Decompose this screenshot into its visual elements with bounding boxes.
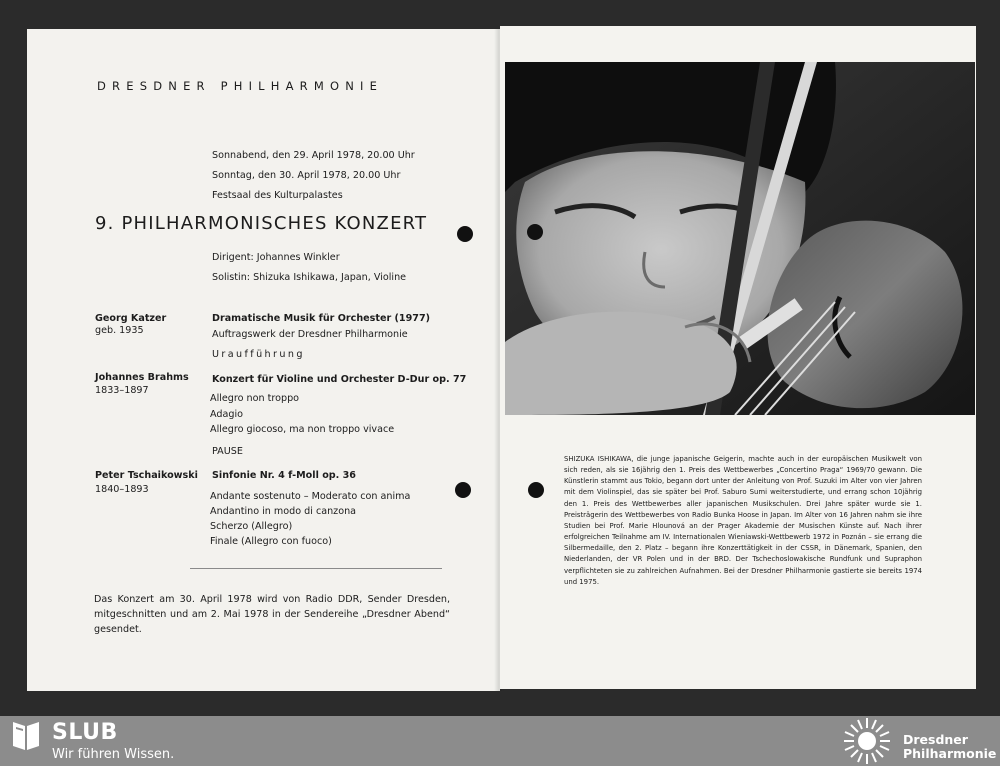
partner-name xyxy=(903,733,996,761)
conductor-line: Dirigent: Johannes Winkler xyxy=(212,252,340,263)
dresdner-philharmonie-logo-icon xyxy=(839,716,895,766)
movement-tschaikowski-3: Scherzo (Allegro) xyxy=(210,521,293,532)
work-tschaikowski: Sinfonie Nr. 4 f-Moll op. 36 xyxy=(212,470,356,481)
punch-hole xyxy=(457,226,473,242)
composer-tschaikowski: Peter Tschaikowski xyxy=(95,470,198,481)
divider-rule xyxy=(190,568,442,569)
composer-brahms-years: 1833–1897 xyxy=(95,385,149,396)
punch-hole xyxy=(528,482,544,498)
work-brahms: Konzert für Violine und Orchester D-Dur op. 77 xyxy=(212,374,467,385)
footer-bar xyxy=(0,716,1000,766)
slub-logo-icon xyxy=(9,718,45,752)
movement-brahms-1: Allegro non troppo xyxy=(210,393,300,404)
work-katzer-premiere: Uraufführung xyxy=(212,349,305,360)
intermission-label: PAUSE xyxy=(212,446,243,457)
artist-biography: SHIZUKA ISHIKAWA, die junge japanische Geigerin, machte auch in der europäischen Musikwelt von sich reden, als sie 16jährig den 1. Preis des Wettbewerbes „Concertino Praga“ 1969/70 gewann. Die Künstlerin stammt aus Tokio, begann dort unter der Anleitung von Prof. Suzuki im Alter von vier Jahren mit dem Violinspiel, das sie später bei Prof. Saburo Sumi weiterstudierte, und errang schon 10jährig den 1. Preis des Wettbewerbes aller japanischen Musikschulen. Drei Jahre später wurde sie 1. Preisträgerin des Wettbewerbes von Radio Bunka Hoose in Japan. Im Alter von 16 Jahren nahm sie ihre Studien bei Prof. Marie Hlounová an der Prager Akademie der Musischen Künste auf. Nach ihrer erfolgreichen Teilnahme am IV. Internationalen Wieniawski-Wettbewerb 1972 in Poznán – sie errang die Silbermedaille, den 2. Platz – begann ihre Konzerttätigkeit in der CSSR, in Dänemark, Spanien, den Niederlanden, der VR Polen und in der BRD. Der Tschechoslowakische Rundfunk und Supraphon verpflichteten sie zu zahlreichen Aufnahmen. Bei der Dresdner Philharmonie gastierte sie bereits 1974 und 1975. xyxy=(564,455,922,586)
violinist-photo xyxy=(505,62,975,415)
movement-tschaikowski-4: Finale (Allegro con fuoco) xyxy=(210,536,332,547)
punch-hole xyxy=(527,224,543,240)
movement-brahms-2: Adagio xyxy=(210,409,243,420)
composer-katzer: Georg Katzer xyxy=(95,313,167,324)
movement-tschaikowski-2: Andantino in modo di canzona xyxy=(210,506,357,517)
violinist-photo-illustration xyxy=(505,62,975,415)
composer-tschaikowski-years: 1840–1893 xyxy=(95,484,149,495)
soloist-line: Solistin: Shizuka Ishikawa, Japan, Violine xyxy=(212,272,407,283)
program-page-left xyxy=(27,29,500,691)
movement-brahms-3: Allegro giocoso, ma non troppo vivace xyxy=(210,424,395,435)
concert-date-2: Sonntag, den 30. April 1978, 20.00 Uhr xyxy=(212,170,401,181)
composer-brahms: Johannes Brahms xyxy=(95,372,189,383)
movement-tschaikowski-1: Andante sostenuto – Moderato con anima xyxy=(210,491,411,502)
concert-title: 9. PHILHARMONISCHES KONZERT xyxy=(95,213,428,234)
slub-brand: SLUB xyxy=(52,720,118,745)
slub-tagline: Wir führen Wissen. xyxy=(52,747,175,762)
partner-name-line1: Dresdner xyxy=(903,732,968,747)
concert-date-1: Sonnabend, den 29. April 1978, 20.00 Uhr xyxy=(212,150,415,161)
orchestra-header: DRESDNER PHILHARMONIE xyxy=(97,79,384,93)
composer-katzer-years: geb. 1935 xyxy=(95,325,144,336)
broadcast-note: Das Konzert am 30. April 1978 wird von Radio DDR, Sender Dresden, mitgeschnitten und am 2. Mai 1978 in der Sendereihe „Dresdner Abend“ gesendet. xyxy=(94,594,450,635)
punch-hole xyxy=(455,482,471,498)
program-page-right xyxy=(500,26,976,689)
work-katzer-note: Auftragswerk der Dresdner Philharmonie xyxy=(212,329,408,340)
concert-venue: Festsaal des Kulturpalastes xyxy=(212,190,343,201)
work-katzer: Dramatische Musik für Orchester (1977) xyxy=(212,313,431,324)
partner-name-line2: Philharmonie xyxy=(903,746,997,761)
